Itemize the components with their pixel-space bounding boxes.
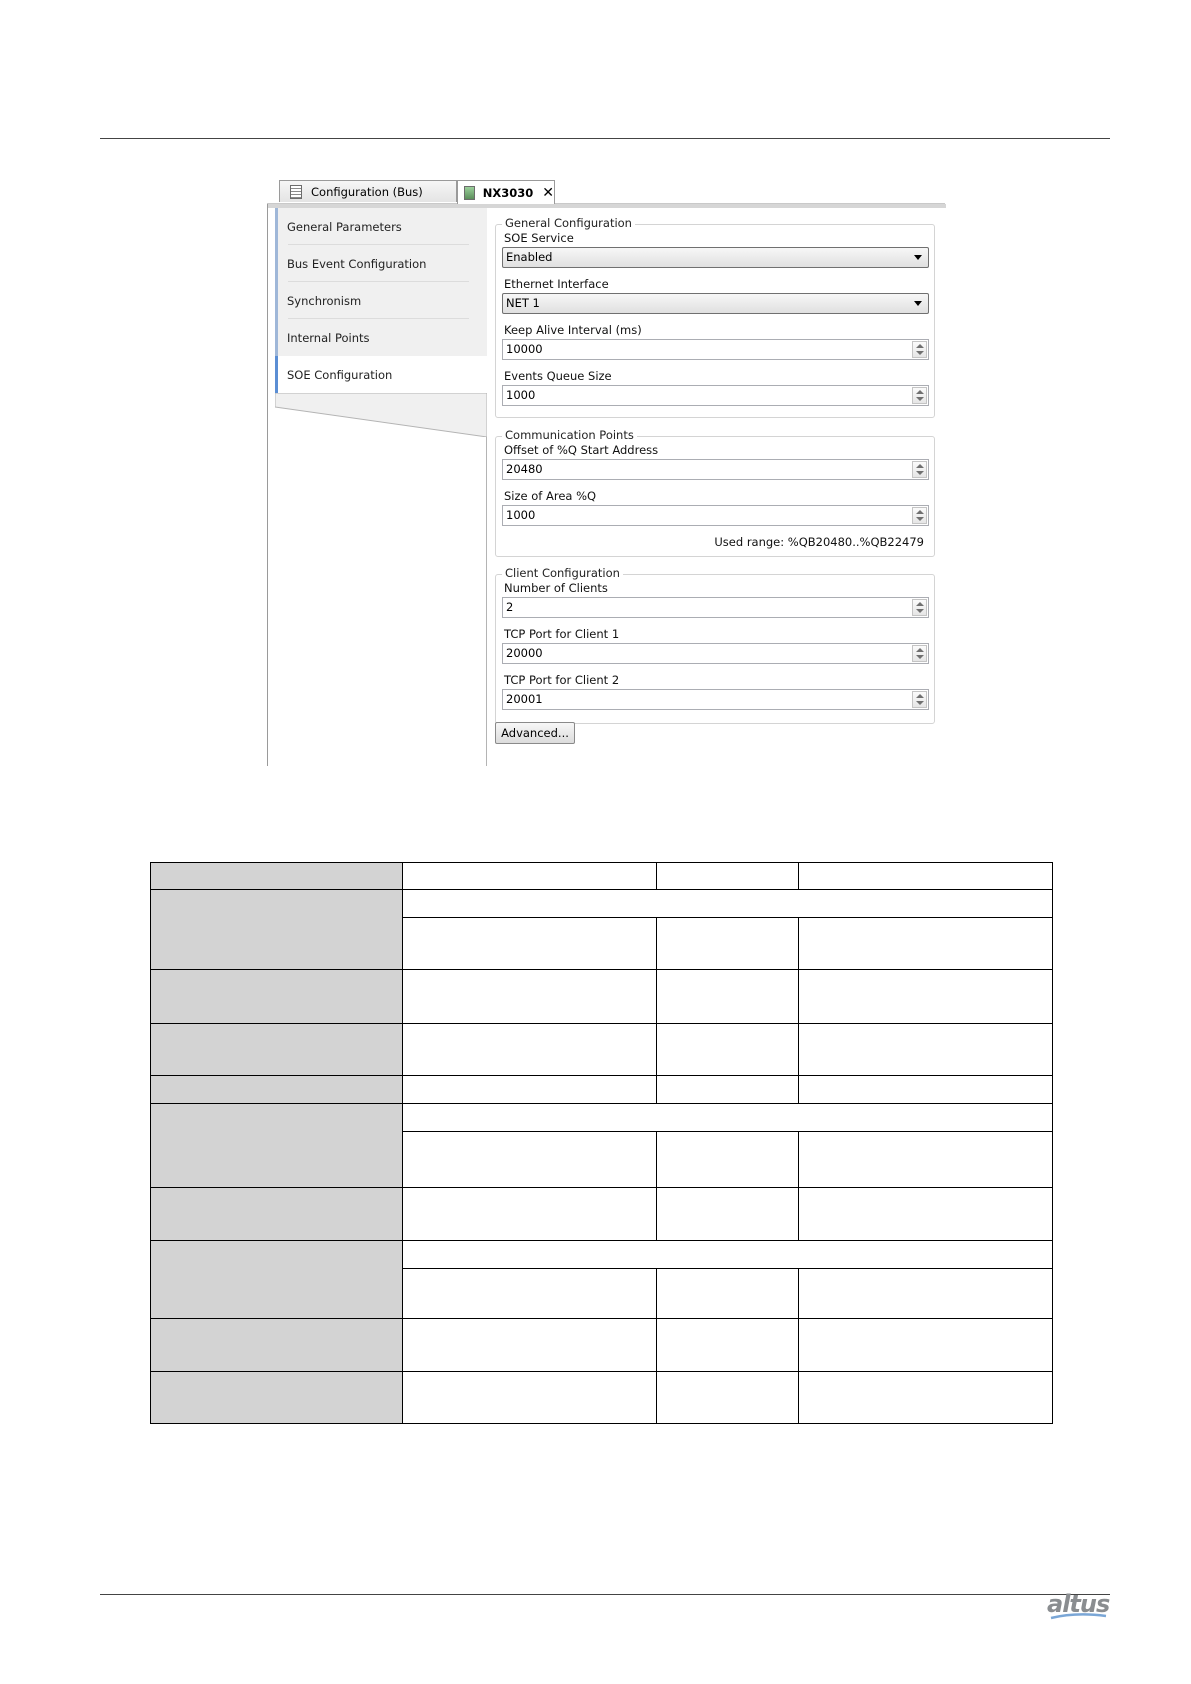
table-header-cell xyxy=(798,862,1053,890)
tab-configuration-bus[interactable] xyxy=(279,180,457,202)
size-area-label: Size of Area %Q xyxy=(504,489,597,503)
table-cell xyxy=(402,1075,657,1104)
keep-alive-label: Keep Alive Interval (ms) xyxy=(504,323,642,337)
device-icon xyxy=(464,186,475,200)
chevron-down-icon xyxy=(914,301,922,306)
parameters-table xyxy=(150,862,1053,1424)
table-header-cell xyxy=(656,862,799,890)
tcp-port-1-label: TCP Port for Client 1 xyxy=(504,627,620,641)
table-cell xyxy=(402,1131,657,1188)
nav-item-label: Synchronism xyxy=(287,293,362,308)
offset-label: Offset of %Q Start Address xyxy=(504,443,659,457)
table-span-cell xyxy=(402,1240,1053,1269)
close-icon[interactable]: ✕ xyxy=(542,184,554,201)
size-area-input[interactable] xyxy=(502,505,929,526)
altus-logo xyxy=(1046,1588,1110,1624)
table-cell xyxy=(656,1187,799,1241)
group-legend: Client Configuration xyxy=(502,566,623,580)
tab-nx3030[interactable] xyxy=(457,180,555,204)
ethernet-interface-label: Ethernet Interface xyxy=(504,277,609,291)
general-configuration-group xyxy=(495,216,935,418)
events-queue-input[interactable] xyxy=(502,385,929,406)
table-cell xyxy=(798,1268,1053,1319)
table-cell xyxy=(402,1187,657,1241)
table-header-cell xyxy=(402,862,657,890)
spinner-icon[interactable] xyxy=(912,599,927,616)
table-cell xyxy=(656,969,799,1024)
nav-item-label: Bus Event Configuration xyxy=(287,256,427,271)
table-cell xyxy=(656,1268,799,1319)
table-cell xyxy=(798,1371,1053,1424)
group-legend: General Configuration xyxy=(502,216,635,230)
ethernet-interface-select[interactable] xyxy=(502,293,929,314)
size-area-value: 1000 xyxy=(506,508,536,522)
spinner-icon[interactable] xyxy=(912,691,927,708)
used-range-text: Used range: %QB20480..%QB22479 xyxy=(714,535,924,549)
table-row-header xyxy=(150,1103,403,1188)
logo-wordmark: altus xyxy=(1047,1590,1110,1618)
table-header-cell xyxy=(150,862,403,890)
table-row-header xyxy=(150,889,403,970)
table-cell xyxy=(402,1023,657,1076)
soe-service-value: Enabled xyxy=(506,250,553,264)
table-cell xyxy=(798,1187,1053,1241)
events-queue-value: 1000 xyxy=(506,388,536,402)
table-row-header xyxy=(150,1075,403,1104)
ethernet-interface-value: NET 1 xyxy=(506,296,540,310)
soe-config-screenshot xyxy=(267,178,945,766)
tcp-port-1-input[interactable] xyxy=(502,643,929,664)
nav-tab-tail xyxy=(275,393,487,437)
tcp-port-2-input[interactable] xyxy=(502,689,929,710)
number-of-clients-value: 2 xyxy=(506,600,514,614)
keep-alive-input[interactable] xyxy=(502,339,929,360)
advanced-button[interactable]: Advanced... xyxy=(495,722,575,744)
offset-input[interactable] xyxy=(502,459,929,480)
soe-service-select[interactable] xyxy=(502,247,929,268)
spinner-icon[interactable] xyxy=(912,507,927,524)
nav-item-label: SOE Configuration xyxy=(287,367,393,382)
nav-item-label: Internal Points xyxy=(287,330,370,345)
table-cell xyxy=(402,1371,657,1424)
table-cell xyxy=(656,1075,799,1104)
keep-alive-value: 10000 xyxy=(506,342,543,356)
table-cell xyxy=(798,1131,1053,1188)
nav-item-label: General Parameters xyxy=(287,219,402,234)
tab-label: Configuration (Bus) xyxy=(311,184,423,199)
table-cell xyxy=(798,917,1053,970)
table-row-header xyxy=(150,1187,403,1241)
table-cell xyxy=(402,1268,657,1319)
tcp-port-1-value: 20000 xyxy=(506,646,543,660)
nav-item-bus-event-configuration[interactable] xyxy=(275,245,487,282)
table-cell xyxy=(656,1371,799,1424)
footer-rule xyxy=(100,1594,1110,1595)
left-navigation xyxy=(275,208,487,766)
table-cell xyxy=(402,917,657,970)
events-queue-label: Events Queue Size xyxy=(504,369,612,383)
tcp-port-2-label: TCP Port for Client 2 xyxy=(504,673,620,687)
spinner-icon[interactable] xyxy=(912,341,927,358)
table-row-header xyxy=(150,1318,403,1372)
group-legend: Communication Points xyxy=(502,428,637,442)
soe-service-label: SOE Service xyxy=(504,231,574,245)
spinner-icon[interactable] xyxy=(912,461,927,478)
number-of-clients-input[interactable] xyxy=(502,597,929,618)
tab-bar xyxy=(267,178,945,204)
communication-points-group xyxy=(495,428,935,557)
number-of-clients-label: Number of Clients xyxy=(504,581,608,595)
table-cell xyxy=(402,969,657,1024)
nav-item-synchronism[interactable] xyxy=(275,282,487,319)
table-cell xyxy=(656,1023,799,1076)
table-span-cell xyxy=(402,889,1053,918)
chevron-down-icon xyxy=(914,255,922,260)
document-icon xyxy=(290,185,302,199)
table-cell xyxy=(798,1023,1053,1076)
table-row-header xyxy=(150,1023,403,1076)
table-row-header xyxy=(150,1240,403,1319)
table-row-header xyxy=(150,1371,403,1424)
table-cell xyxy=(656,1131,799,1188)
header-rule xyxy=(100,138,1110,139)
tcp-port-2-value: 20001 xyxy=(506,692,543,706)
table-span-cell xyxy=(402,1103,1053,1132)
nav-item-soe-configuration[interactable] xyxy=(275,356,487,393)
table-cell xyxy=(656,1318,799,1372)
table-cell xyxy=(402,1318,657,1372)
table-cell xyxy=(798,1318,1053,1372)
client-configuration-group xyxy=(495,566,935,724)
spinner-icon[interactable] xyxy=(912,645,927,662)
tab-label: NX3030 xyxy=(482,185,534,200)
nav-item-internal-points[interactable] xyxy=(275,319,487,356)
offset-value: 20480 xyxy=(506,462,543,476)
spinner-icon[interactable] xyxy=(912,387,927,404)
table-cell xyxy=(656,917,799,970)
table-row-header xyxy=(150,969,403,1024)
nav-item-general-parameters[interactable] xyxy=(275,208,487,245)
table-cell xyxy=(798,969,1053,1024)
table-cell xyxy=(798,1075,1053,1104)
